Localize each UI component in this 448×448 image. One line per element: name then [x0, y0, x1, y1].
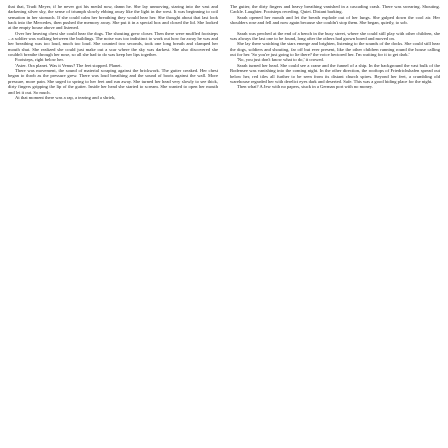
paragraph: Footsteps, right below her.: [15, 57, 64, 63]
left-text-column: [8, 4, 218, 434]
paragraph: Sarah was perched at the end of a bench in the busy street, where she could still play with other children, she was always the last one to be found, long after the others had grown bored and moved on.: [230, 30, 440, 42]
paragraph: Over her heaving chest she could hear the dogs. The shouting grew closer. Then there were muffled footsteps – a soldier was walking between the buildings. The noise was too indistinct to work out how far away he was and her breathing was too loud, much too loud. She counted two seconds, took one long breath and clamped her mouth shut. She realized she could just make out a scar where the sky was darkest. She also discovered she couldn't breathe through her nose, so all she had to do was keep her lips together.: [8, 30, 218, 58]
right-text-column: [230, 4, 440, 434]
paragraph: 'No, you just don't know what to do,' it crowed.: [237, 57, 324, 63]
paragraph: Sarah opened her mouth and let the breath explode out of her lungs. She gulped down the cool air. Her shoulders rose and fell and now again because she couldn't stop them. She began, quietly, to sob.: [230, 14, 440, 26]
paragraph: At that moment there was a rap, a tearing and a shriek,: [15, 94, 116, 100]
paragraph: 'Aster. Ora planet. Was it Venus? The feet stopped. Planet.: [15, 62, 122, 68]
paragraph: Sarah turned her head. She could see a crane and the funnel of a ship. In the background the vast bulk of the Bodensee was vanishing into the coming night. In the other direction, the rooftops of Friedrichshafen spread out below her, red tiles all further to be seen from its distant church spires. Beyond her feet, a crumbling old warehouse regarded her with derelict eyes dark and deserted. Safe. This was a good hiding place for the night.: [230, 62, 440, 84]
paragraph: The gutter, the dirty fingers and heavy breathing vanished in a cascading crash. There was swearing. Shouting. Cackle. Laughter. Footsteps receding. Quiet. Distant barking.: [230, 4, 440, 15]
paragraph: that that, Trudi Meyer, if he never got his medal now, damn he. She lay unmoving, staring into the vast and darkening silver sky, the sense of triumph slowly ebbing away like the light in the west. It was beginning to coil sensation in her stomach. If she could calm her breathing they would hear her. She thought about that last look back into the Mercedes, then pushed the memory away. She put it in a special box and closed the lid. She looked at the empty house above and listened.: [8, 4, 218, 31]
paragraph: Then what? A Jew with no papers, stuck in a German port with no money.: [237, 84, 373, 90]
paragraph: There was movement, the sound of material scraping against the brickwork. The gutter creaked. Her chest began to throb as the pressure grew. There was loud breathing and the sound of boots against the wall. More pressure, more pain. She urged to spring to her feet and run away. She turned her head very slowly to see thick, dirty fingers gripping the lip of the gutter. Inside her head she started to scream. She wanted to open her mouth and let it out. So much.: [8, 68, 218, 95]
paragraph: She lay there watching the stars emerge and brighten, listening to the sounds of the docks. She could still hear the dogs, soldiers and shouting, far off but ever present, like the other children running round the house calling out for her. 'So you're just going to lie there? the voice hectored her. I'm waiting for it to get dark.': [230, 41, 440, 58]
